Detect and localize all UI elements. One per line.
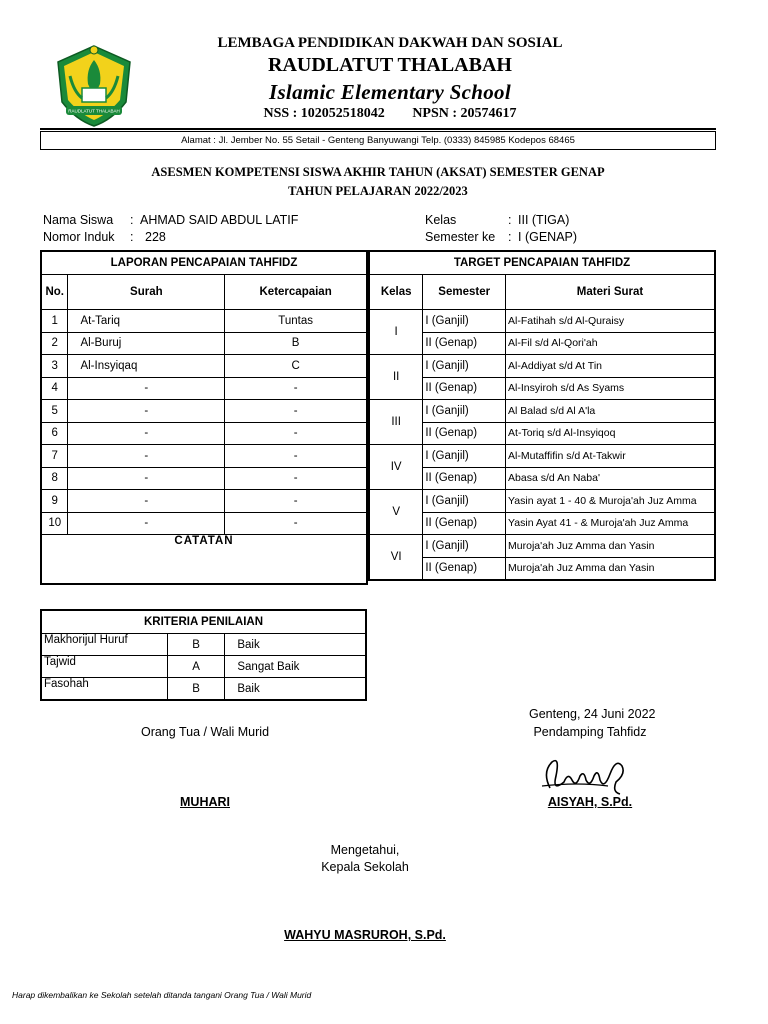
row-number: 3 <box>41 355 68 378</box>
parent-label: Orang Tua / Wali Murid <box>140 725 270 739</box>
target-material: Al-Insyiroh s/d As Syams <box>506 377 715 400</box>
row-achievement: - <box>225 377 367 400</box>
student-id-label: Nomor Induk <box>43 230 115 244</box>
target-table <box>368 250 716 581</box>
target-material: Al-Fatihah s/d Al-Quraisy <box>506 310 715 333</box>
row-surah: At-Tariq <box>68 310 225 333</box>
target-semester: II (Genap) <box>423 512 506 535</box>
target-material: Yasin Ayat 41 - & Muroja'ah Juz Amma <box>506 512 715 535</box>
logo-lettering: RAUDLATUT THALABAH <box>68 108 120 114</box>
col-no: No. <box>41 275 68 310</box>
criteria-description: Baik <box>225 634 366 656</box>
academic-year: TAHUN PELAJARAN 2022/2023 <box>288 184 468 198</box>
criteria-aspect: Makhorijul Huruf <box>41 634 167 656</box>
target-semester: I (Ganjil) <box>423 310 506 333</box>
report-row <box>41 490 367 513</box>
row-number: 7 <box>41 445 68 468</box>
headmaster-label: Kepala Sekolah <box>321 860 409 874</box>
report-row <box>41 400 367 423</box>
col-semester: Semester <box>423 275 506 310</box>
headmaster-name: WAHYU MASRUROH, S.Pd. <box>284 928 446 942</box>
row-achievement: - <box>225 467 367 490</box>
colon: : <box>508 230 512 244</box>
target-semester: I (Ganjil) <box>423 445 506 468</box>
target-class: IV <box>369 445 423 490</box>
student-id-value: 228 <box>145 230 166 244</box>
row-surah: Al-Buruj <box>68 332 225 355</box>
row-number: 8 <box>41 467 68 490</box>
nss-number: NSS : 102052518042 <box>263 106 385 121</box>
acknowledged-label: Mengetahui, <box>330 843 400 857</box>
target-class: V <box>369 490 423 535</box>
criteria-table <box>40 609 367 701</box>
report-row <box>41 377 367 400</box>
class-value: III (TIGA) <box>518 213 570 227</box>
semester-value: I (GENAP) <box>518 230 578 244</box>
col-class: Kelas <box>369 275 423 310</box>
school-name: RAUDLATUT THALABAH <box>268 54 512 76</box>
row-surah: - <box>68 467 225 490</box>
target-material: Al-Addiyat s/d At Tin <box>506 355 715 378</box>
notes-cell <box>41 535 367 585</box>
target-material: Muroja'ah Juz Amma dan Yasin <box>506 557 715 580</box>
criteria-row <box>41 656 366 678</box>
criteria-title: KRITERIA PENILAIAN <box>41 610 366 634</box>
target-row <box>369 310 715 333</box>
target-semester: II (Genap) <box>423 467 506 490</box>
criteria-grade: B <box>167 678 225 701</box>
class-label: Kelas <box>425 213 457 227</box>
document-title: ASESMEN KOMPETENSI SISWA AKHIR TAHUN (AKSAT) SEMESTER GENAP <box>151 165 605 179</box>
school-ids <box>180 106 600 122</box>
row-surah: - <box>68 490 225 513</box>
target-semester: II (Genap) <box>423 332 506 355</box>
row-surah: - <box>68 512 225 535</box>
target-row <box>369 355 715 378</box>
header-rule <box>40 128 716 130</box>
target-row <box>369 535 715 558</box>
row-surah: Al-Insyiqaq <box>68 355 225 378</box>
target-material: Al-Fil s/d Al-Qori'ah <box>506 332 715 355</box>
criteria-grade: B <box>167 634 225 656</box>
criteria-aspect: Fasohah <box>41 678 167 701</box>
row-achievement: B <box>225 332 367 355</box>
col-achievement: Ketercapaian <box>225 275 367 310</box>
target-class: III <box>369 400 423 445</box>
target-semester: I (Ganjil) <box>423 490 506 513</box>
row-number: 5 <box>41 400 68 423</box>
target-semester: I (Ganjil) <box>423 400 506 423</box>
school-logo <box>52 40 136 130</box>
report-table <box>40 250 368 585</box>
row-achievement: - <box>225 400 367 423</box>
target-row <box>369 490 715 513</box>
row-achievement: - <box>225 445 367 468</box>
row-surah: - <box>68 422 225 445</box>
criteria-aspect: Tajwid <box>41 656 167 678</box>
target-semester: I (Ganjil) <box>423 535 506 558</box>
target-material: Al Balad s/d Al A'la <box>506 400 715 423</box>
row-surah: - <box>68 445 225 468</box>
parent-name: MUHARI <box>180 795 230 809</box>
target-material: Abasa s/d An Naba' <box>506 467 715 490</box>
colon: : <box>508 213 512 227</box>
criteria-row <box>41 678 366 701</box>
target-material: At-Toriq s/d Al-Insyiqoq <box>506 422 715 445</box>
target-class: II <box>369 355 423 400</box>
target-material: Yasin ayat 1 - 40 & Muroja'ah Juz Amma <box>506 490 715 513</box>
target-material: Al-Mutaffifin s/d At-Takwir <box>506 445 715 468</box>
report-row <box>41 355 367 378</box>
col-material: Materi Surat <box>506 275 715 310</box>
row-number: 6 <box>41 422 68 445</box>
row-achievement: - <box>225 422 367 445</box>
row-achievement: Tuntas <box>225 310 367 333</box>
criteria-grade: A <box>167 656 225 678</box>
criteria-row <box>41 634 366 656</box>
target-semester: II (Genap) <box>423 557 506 580</box>
row-surah: - <box>68 377 225 400</box>
target-table-title: TARGET PENCAPAIAN TAHFIDZ <box>369 251 715 275</box>
report-row <box>41 310 367 333</box>
row-number: 1 <box>41 310 68 333</box>
target-class: VI <box>369 535 423 581</box>
place-date: Genteng, 24 Juni 2022 <box>529 707 656 721</box>
target-semester: II (Genap) <box>423 377 506 400</box>
report-row <box>41 512 367 535</box>
report-row <box>41 332 367 355</box>
student-name-value: AHMAD SAID ABDUL LATIF <box>140 213 299 227</box>
colon: : <box>130 213 134 227</box>
row-number: 2 <box>41 332 68 355</box>
report-row <box>41 445 367 468</box>
row-number: 4 <box>41 377 68 400</box>
semester-label: Semester ke <box>425 230 496 244</box>
row-number: 9 <box>41 490 68 513</box>
report-table-title: LAPORAN PENCAPAIAN TAHFIDZ <box>41 251 367 275</box>
target-semester: II (Genap) <box>423 422 506 445</box>
row-achievement: - <box>225 490 367 513</box>
footer-note: Harap dikembalikan ke Sekolah setelah ditanda tangani Orang Tua / Wali Murid <box>12 990 312 1000</box>
report-row <box>41 422 367 445</box>
notes-label: CATATAN <box>174 535 234 547</box>
colon: : <box>130 230 134 244</box>
institution-name: LEMBAGA PENDIDIKAN DAKWAH DAN SOSIAL <box>217 35 563 51</box>
row-achievement: C <box>225 355 367 378</box>
mentor-label: Pendamping Tahfidz <box>533 725 647 739</box>
address-bar: Alamat : Jl. Jember No. 55 Setail - Genteng Banyuwangi Telp. (0333) 845985 Kodepos 68465 <box>40 131 716 150</box>
mentor-name: AISYAH, S.Pd. <box>547 795 633 809</box>
row-surah: - <box>68 400 225 423</box>
target-class: I <box>369 310 423 355</box>
school-subtitle: Islamic Elementary School <box>268 80 511 104</box>
criteria-description: Sangat Baik <box>225 656 366 678</box>
row-achievement: - <box>225 512 367 535</box>
target-material: Muroja'ah Juz Amma dan Yasin <box>506 535 715 558</box>
target-semester: I (Ganjil) <box>423 355 506 378</box>
npsn-number: NPSN : 20574617 <box>412 106 517 121</box>
target-row <box>369 400 715 423</box>
col-surah: Surah <box>68 275 225 310</box>
report-row <box>41 467 367 490</box>
row-number: 10 <box>41 512 68 535</box>
student-name-label: Nama Siswa <box>43 213 114 227</box>
target-row <box>369 445 715 468</box>
criteria-description: Baik <box>225 678 366 701</box>
